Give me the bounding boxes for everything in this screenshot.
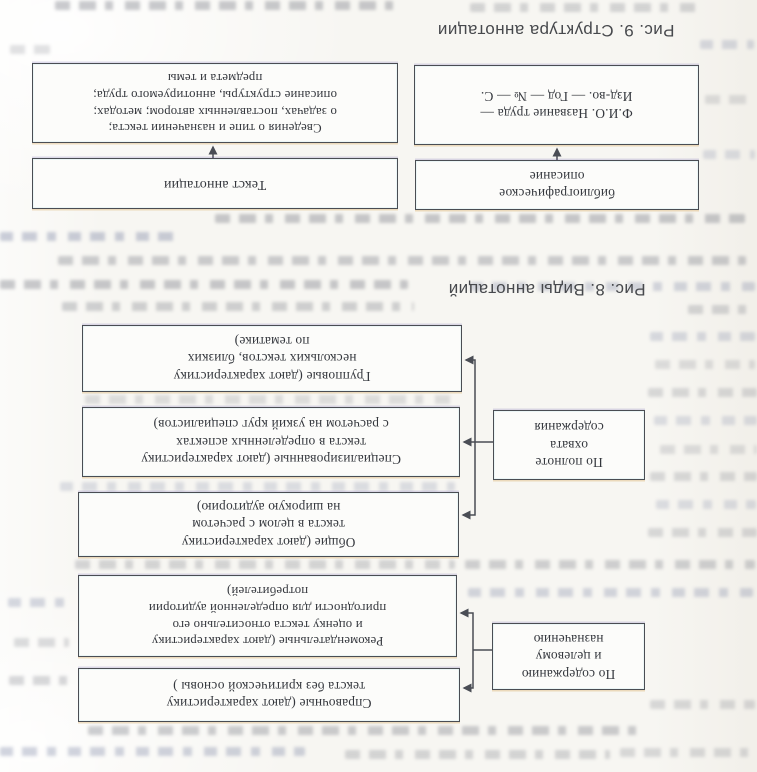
figure8-caption: Рис. 8. Виды аннотаций bbox=[448, 280, 646, 299]
box-specializirovannye bbox=[82, 407, 460, 477]
box-svedeniya bbox=[32, 63, 398, 143]
box-obshchie-text: Общие (дают характеристику текста в целом с расчетом на широкую аудиторию) bbox=[181, 499, 356, 550]
box-obshchie bbox=[78, 492, 459, 557]
box-po-soderzhaniyu-text: По содержанию и целевому назначению bbox=[521, 631, 616, 682]
box-gruppovye-text: Групповые (дают характеристику нескольких текстов, близких по тематике) bbox=[173, 333, 371, 384]
box-tekst-annotacii-text: Текст аннотации bbox=[163, 176, 267, 192]
box-po-soderzhaniyu bbox=[492, 623, 645, 690]
box-bibliograficheskoe bbox=[415, 160, 699, 210]
box-gruppovye bbox=[82, 325, 462, 392]
box-spravochnye-text: Справочные (дают характеристику текста без критической основы ) bbox=[166, 679, 372, 712]
arrow-to-spravochnye bbox=[464, 650, 473, 688]
box-rekomendatelnye-text: Рекомендательные (дают характеристику и оценку текста относительно его пригодности для определенной аудитории потребителей) bbox=[148, 584, 387, 649]
box-po-polnote bbox=[493, 410, 645, 480]
box-fio-text: Ф.И.О. Название труда — Изд-во. — Год — № — С. bbox=[480, 89, 633, 122]
box-po-polnote-text: По полноте охвата содержания bbox=[534, 420, 604, 471]
box-bibliograficheskoe-text: библиографическое описание bbox=[499, 169, 615, 202]
box-svedeniya-text: Сведения о типе и назначении текста; о задачах, поставленных автором; методах; описание структуры, аннотируемого труда; предмета и темы bbox=[92, 71, 338, 136]
arrow-to-rekomendatelnye bbox=[461, 613, 473, 650]
figure9-caption: Рис. 9. Структура аннотации bbox=[437, 21, 675, 40]
arrow-to-obshchie bbox=[463, 442, 475, 515]
box-fio bbox=[414, 65, 699, 145]
box-tekst-annotacii bbox=[32, 158, 398, 209]
box-spravochnye bbox=[78, 668, 460, 722]
box-rekomendatelnye bbox=[78, 575, 457, 657]
box-specializirovannye-text: Специализированные (дают характеристику текста в определенных аспектах с расчетом на узкий круг специалистов) bbox=[141, 417, 401, 468]
arrow-to-gruppovye bbox=[466, 360, 475, 442]
